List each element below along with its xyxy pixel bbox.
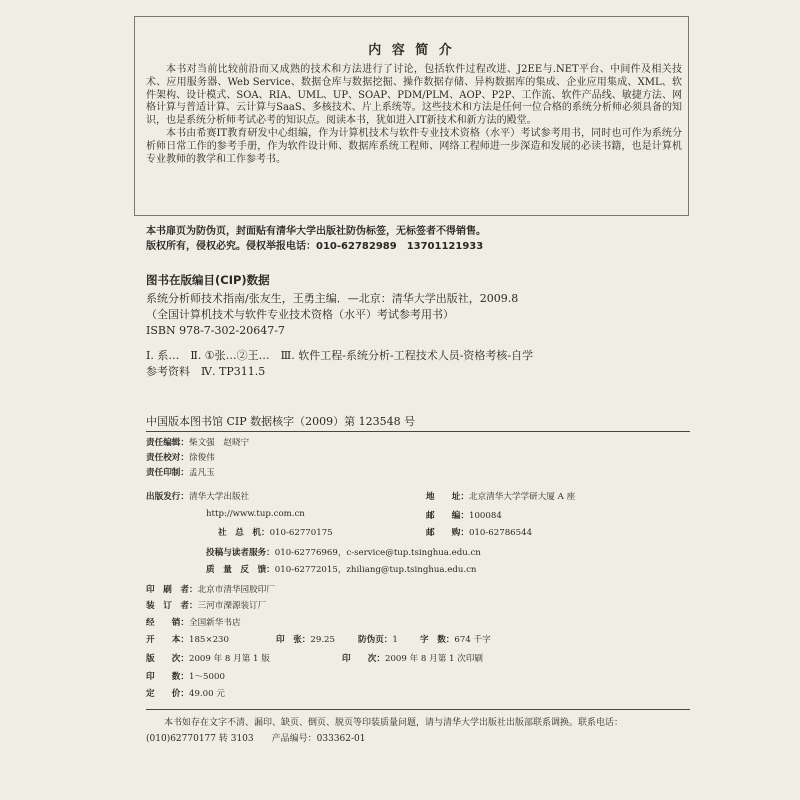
cip-line-3: ISBN 978-7-302-20647-7 (146, 324, 285, 337)
cip-line-5: 参考资料 Ⅳ. TP311.5 (146, 365, 266, 378)
cip-line-1: 系统分析师技术指南/张友生，王勇主编．—北京：清华大学出版社，2009.8 (146, 292, 519, 305)
anti-piracy-notice (146, 225, 686, 254)
notice-line-2: 版权所有，侵权必究。侵权举报电话：010-62782989 13701121933 (146, 240, 484, 252)
credit-security-page: 防伪页：1 (358, 635, 398, 645)
credit-mail-order: 邮 购：010-62786544 (426, 528, 533, 538)
cip-number: 中国版本图书馆 CIP 数据核字（2009）第 123548 号 (146, 415, 416, 428)
cip-heading: 图书在版编目(CIP)数据 (146, 273, 270, 287)
summary-title: 内 容 简 介 (368, 43, 455, 58)
credit-switchboard: 社 总 机：010-62770175 (218, 528, 333, 538)
credit-print-manager: 责任印制：孟凡玉 (146, 468, 215, 478)
credit-postcode: 邮 编：100084 (426, 511, 502, 521)
summary-text (146, 64, 682, 166)
cip-line-4: Ⅰ. 系… Ⅱ. ①张…②王… Ⅲ. 软件工程-系统分析-工程技术人员-资格考核-自学 (146, 349, 534, 362)
credit-address: 地 址：北京清华大学学研大厦 A 座 (426, 492, 576, 502)
summary-paragraph-2: 本书由希赛IT教育研发中心组编，作为计算机技术与软件专业技术资格（水平）考试参考用书，同时也可作为系统分析师日常工作的参考手册，作为软件设计师、数据库系统工程师、网络工程师进一步深造和发展的必读书籍，也是计算机专业教师的教学和工作参考书。 (146, 127, 682, 165)
cip-record (146, 291, 691, 380)
credit-quality-feedback: 质 量 反 馈：010-62772015，zhiliang@tup.tsinghua.edu.cn (206, 565, 477, 575)
credit-edition: 版 次：2009 年 8 月第 1 版 (146, 654, 270, 664)
replacement-text: 本书如存在文字不清、漏印、缺页、倒页、脱页等印装质量问题，请与清华大学出版社出版部联系调换。联系电话：(010)62770177 转 3103 产品编号：033362-01 (146, 718, 624, 744)
credit-binder: 装 订 者：三河市溧源装订厂 (146, 601, 267, 611)
credit-sheets: 印 张：29.25 (276, 635, 335, 645)
credit-format: 开 本：185×230 (146, 635, 229, 645)
credit-editor: 责任编辑：柴文强 赵晓宁 (146, 438, 250, 448)
divider-top (146, 431, 690, 432)
credit-proofreader: 责任校对：徐俊伟 (146, 453, 215, 463)
credit-website: http://www.tup.com.cn (206, 509, 305, 519)
credit-printer: 印 刷 者：北京市清华园胶印厂 (146, 585, 275, 595)
cip-line-2: （全国计算机技术与软件专业技术资格（水平）考试参考用书） (146, 308, 454, 321)
summary-paragraph-1: 本书对当前比较前沿而又成熟的技术和方法进行了讨论，包括软件过程改进、J2EE与.NET平台、中间件及相关技术、应用服务器、Web Service、数据仓库与数据挖掘、操作数据存储、异构数据库的集成、企业应用集成、XML、软件架构、设计模式、SOA、RIA、UML、UP、SOAP、PDM/PLM、AOP、P2P、工作流、软件产品线、敏捷方法、网格计算与普适计算、云计算与SaaS、多核技术、片上系统等。这些技术和方法是任何一位合格的系统分析师必须具备的知识，也是系统分析师考试必考的知识点。阅读本书，犹如进入IT新技术和新方法的殿堂。 (146, 64, 682, 127)
credit-impression: 印 次：2009 年 8 月第 1 次印刷 (342, 654, 484, 664)
credit-distributor: 经 销：全国新华书店 (146, 618, 241, 628)
credit-word-count: 字 数：674 千字 (420, 635, 491, 645)
credit-submission: 投稿与读者服务：010-62776969，c-service@tup.tsinghua.edu.cn (206, 548, 481, 558)
credit-print-run: 印 数：1～5000 (146, 672, 225, 682)
replacement-notice (146, 715, 691, 747)
credit-publisher: 出版发行：清华大学出版社 (146, 492, 250, 502)
divider-bottom (146, 709, 690, 710)
credit-price: 定 价：49.00 元 (146, 689, 225, 699)
notice-line-1: 本书扉页为防伪页，封面贴有清华大学出版社防伪标签，无标签者不得销售。 (146, 226, 486, 237)
